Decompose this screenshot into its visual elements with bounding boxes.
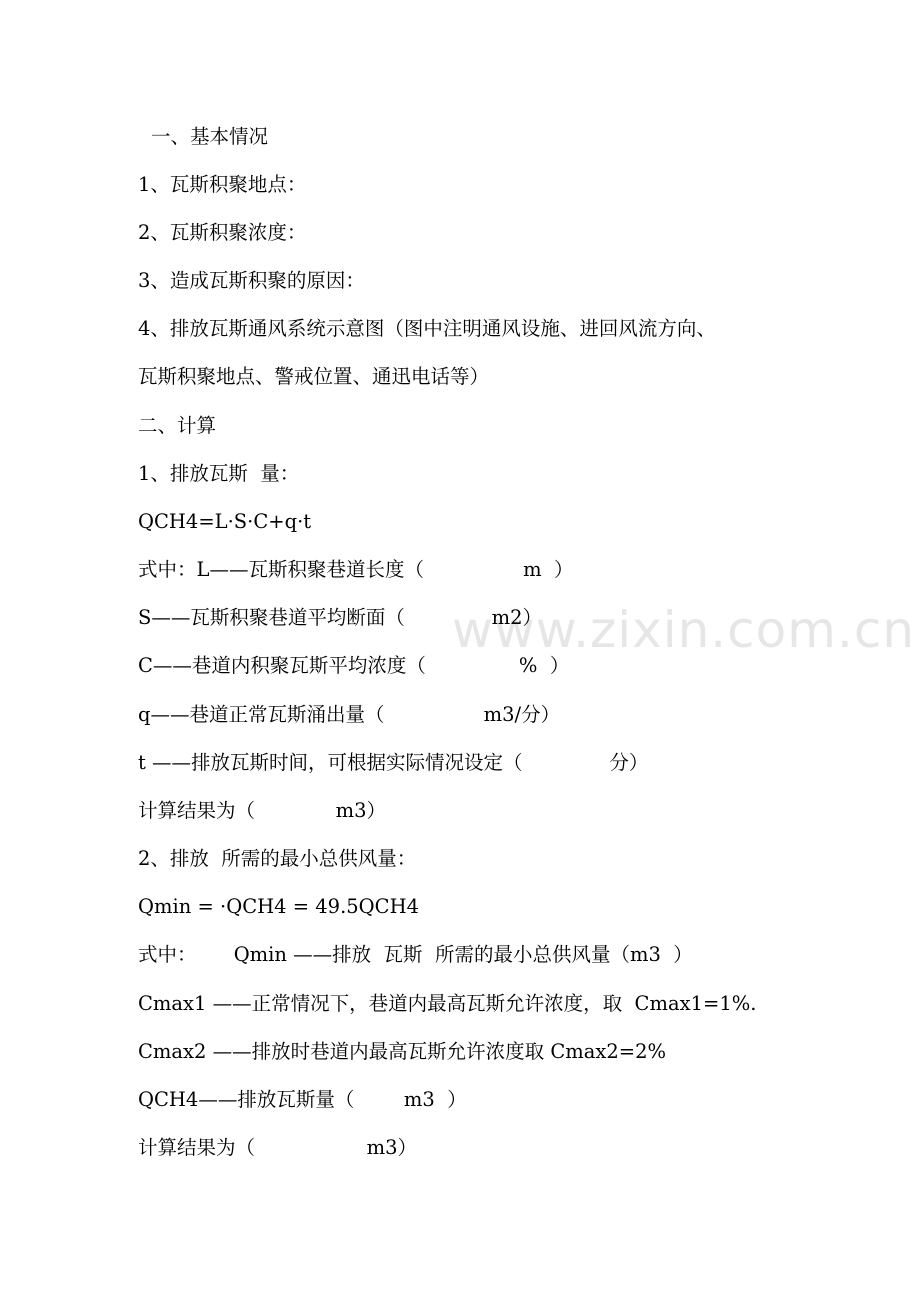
definition-s: S——瓦斯积聚巷道平均断面（ m2） bbox=[138, 606, 543, 629]
section-heading-basic: 一、基本情况 bbox=[151, 125, 269, 148]
definition-cmax2: Cmax2 ——排放时巷道内最高瓦斯允许浓度取 Cmax2=2% bbox=[138, 1040, 667, 1063]
calc-item-min-air: 2、排放 所需的最小总供风量： bbox=[138, 847, 417, 870]
definition-l: 式中：L——瓦斯积聚巷道长度（ m ） bbox=[138, 558, 574, 581]
definition-c: C——巷道内积聚瓦斯平均浓度（ % ） bbox=[138, 654, 570, 677]
item-concentration: 2、瓦斯积聚浓度： bbox=[138, 221, 307, 244]
definition-qch4: QCH4——排放瓦斯量（ m3 ） bbox=[138, 1088, 467, 1111]
definition-q: q——巷道正常瓦斯涌出量（ m3/分） bbox=[138, 703, 561, 726]
watermark: www.zixin.com.cn bbox=[452, 601, 916, 659]
section-heading-calc: 二、计算 bbox=[138, 414, 217, 437]
item-location: 1、瓦斯积聚地点： bbox=[138, 173, 307, 196]
result-air: 计算结果为（ m3） bbox=[138, 1136, 417, 1159]
calc-item-release-volume: 1、排放瓦斯 量： bbox=[138, 462, 300, 485]
formula-qch4: QCH4=L·S·C+q·t bbox=[138, 510, 312, 533]
item-cause: 3、造成瓦斯积聚的原因： bbox=[138, 269, 365, 292]
result-volume: 计算结果为（ m3） bbox=[138, 799, 386, 822]
definition-t: t ——排放瓦斯时间，可根据实际情况设定（ 分） bbox=[138, 751, 649, 774]
definition-qmin: 式中： Qmin ——排放 瓦斯 所需的最小总供风量（m3 ） bbox=[138, 943, 693, 966]
item-diagram-continued: 瓦斯积聚地点、警戒位置、通迅电话等） bbox=[138, 365, 490, 388]
item-diagram: 4、排放瓦斯通风系统示意图（图中注明通风设施、进回风流方向、 bbox=[138, 317, 716, 340]
definition-cmax1: Cmax1 ——正常情况下，巷道内最高瓦斯允许浓度，取 Cmax1=1%. bbox=[138, 992, 757, 1015]
formula-qmin: Qmin = ·QCH4 = 49.5QCH4 bbox=[138, 895, 419, 918]
